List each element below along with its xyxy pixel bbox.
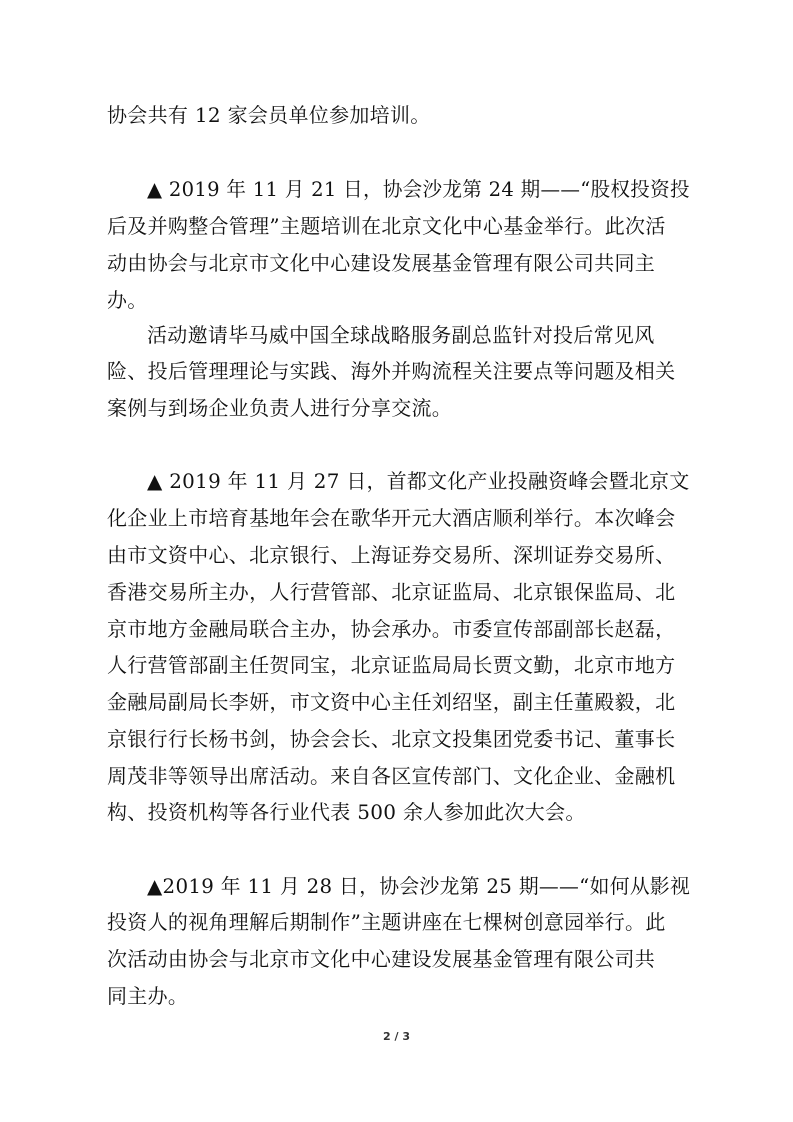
paragraph-line: 险、投后管理理论与实践、海外并购流程关注要点等问题及相关 bbox=[107, 359, 676, 383]
paragraph-line: 协会共有 12 家会员单位参加培训。 bbox=[107, 103, 431, 127]
paragraph-line: 次活动由协会与北京市文化中心建设发展基金管理有限公司共 bbox=[107, 947, 656, 971]
paragraph-line: 化企业上市培育基地年会在歌华开元大酒店顺利举行。本次峰会 bbox=[107, 506, 676, 530]
page-number: 2 / 3 bbox=[383, 1030, 410, 1043]
paragraph-line: 周茂非等领导出席活动。来自各区宣传部门、文化企业、金融机 bbox=[107, 764, 676, 788]
paragraph-line: 案例与到场企业负责人进行分享交流。 bbox=[107, 396, 453, 420]
paragraph-line: 活动邀请毕马威中国全球战略服务副总监针对投后常见风 bbox=[147, 323, 655, 347]
paragraph-line: 京市地方金融局联合主办，协会承办。市委宣传部副部长赵磊， bbox=[107, 617, 676, 641]
paragraph-line: 由市文资中心、北京银行、上海证券交易所、深圳证券交易所、 bbox=[107, 543, 676, 567]
paragraph-line: 人行营管部副主任贺同宝，北京证监局局长贾文勤，北京市地方 bbox=[107, 653, 676, 677]
paragraph-line: ▲ 2019 年 11 月 27 日，首都文化产业投融资峰会暨北京文 bbox=[147, 469, 690, 493]
paragraph-line: 同主办。 bbox=[107, 984, 189, 1008]
paragraph-line: ▲2019 年 11 月 28 日，协会沙龙第 25 期——“如何从影视 bbox=[147, 874, 691, 898]
paragraph-line: 投资人的视角理解后期制作”主题讲座在七棵树创意园举行。此 bbox=[107, 910, 666, 934]
paragraph-line: ▲ 2019 年 11 月 21 日，协会沙龙第 24 期——“股权投资投 bbox=[147, 177, 690, 201]
paragraph-line: 香港交易所主办，人行营管部、北京证监局、北京银保监局、北 bbox=[107, 580, 676, 604]
paragraph-line: 构、投资机构等各行业代表 500 余人参加此次大会。 bbox=[107, 800, 586, 824]
paragraph-line: 京银行行长杨书剑，协会会长、北京文投集团党委书记、董事长 bbox=[107, 727, 676, 751]
paragraph-line: 动由协会与北京市文化中心建设发展基金管理有限公司共同主 bbox=[107, 251, 656, 275]
paragraph-line: 后及并购整合管理”主题培训在北京文化中心基金举行。此次活 bbox=[107, 214, 666, 238]
paragraph-line: 金融局副局长李妍，市文资中心主任刘绍坚，副主任董殿毅，北 bbox=[107, 690, 676, 714]
paragraph-line: 办。 bbox=[107, 288, 148, 312]
